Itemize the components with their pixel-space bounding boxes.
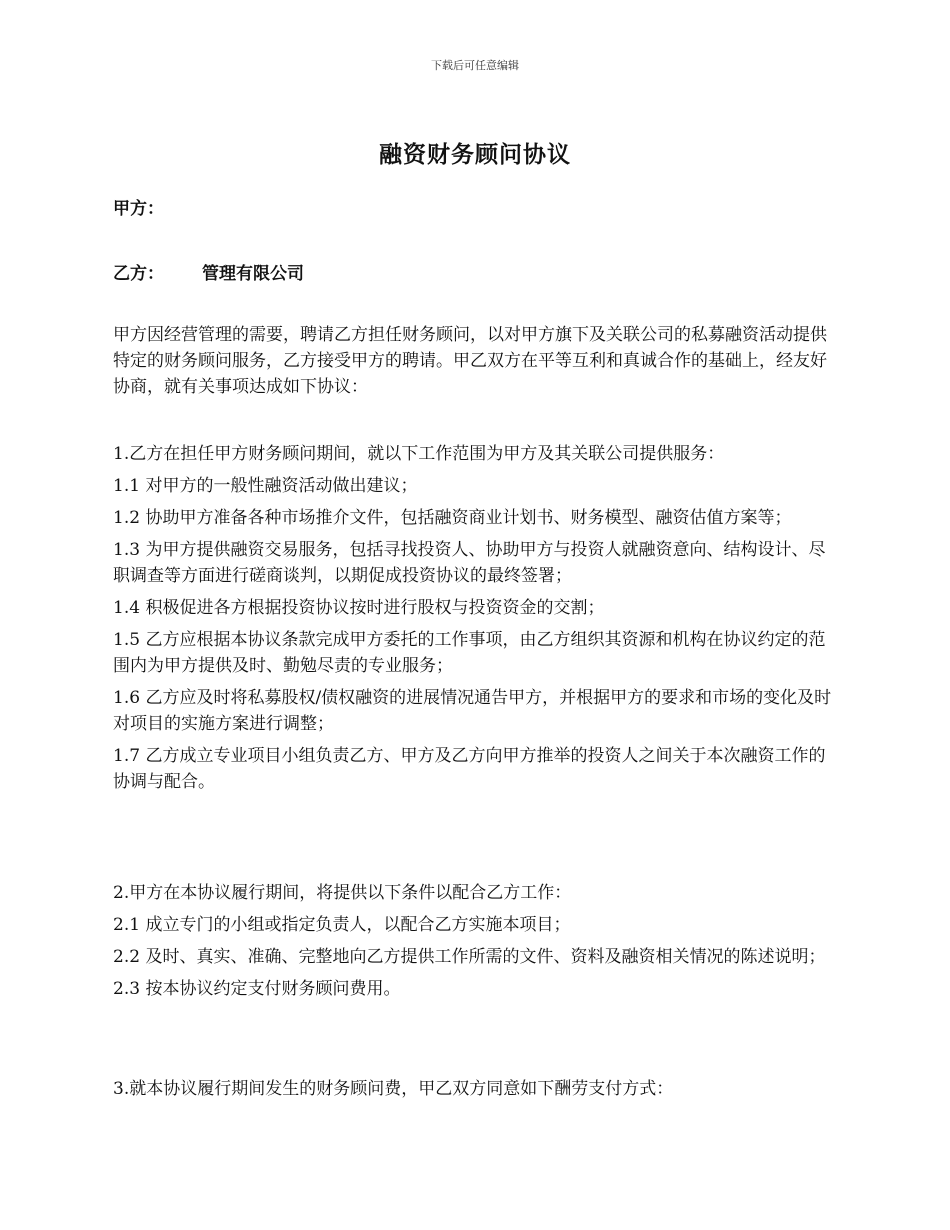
section-1 xyxy=(113,441,839,801)
party-b-name: 管理有限公司 xyxy=(202,264,304,284)
clause-2-2: 2.2 及时、真实、准确、完整地向乙方提供工作所需的文件、资料及融资相关情况的陈述说明； xyxy=(113,947,826,967)
header-note: 下载后可任意编辑 xyxy=(431,59,519,72)
document-title: 融资财务顾问协议 xyxy=(379,141,571,168)
section-2 xyxy=(113,880,839,1008)
clause-1-7: 1.7 乙方成立专业项目小组负责乙方、甲方及乙方向甲方推举的投资人之间关于本次融资工作的协调与配合。 xyxy=(113,746,826,792)
party-a-line xyxy=(113,194,164,219)
clause-1-3: 1.3 为甲方提供融资交易服务，包括寻找投资人、协助甲方与投资人就融资意向、结构设计、尽职调查等方面进行磋商谈判，以期促成投资协议的最终签署； xyxy=(113,540,826,586)
section-3 xyxy=(113,1076,839,1108)
intro-paragraph: 甲方因经营管理的需要，聘请乙方担任财务顾问，以对甲方旗下及关联公司的私募融资活动提供特定的财务顾问服务，乙方接受甲方的聘请。甲乙双方在平等互利和真诚合作的基础上，经友好协商，就有关事项达成如下协议： xyxy=(113,325,827,397)
clause-1-2: 1.2 协助甲方准备各种市场推介文件，包括融资商业计划书、财务模型、融资估值方案等； xyxy=(113,508,792,528)
clause-2-1: 2.1 成立专门的小组或指定负责人，以配合乙方实施本项目； xyxy=(113,915,571,935)
section-1-lead: 1.乙方在担任甲方财务顾问期间，就以下工作范围为甲方及其关联公司提供服务： xyxy=(113,444,725,464)
section-2-lead: 2.甲方在本协议履行期间，将提供以下条件以配合乙方工作： xyxy=(113,883,572,903)
party-a-label: 甲方： xyxy=(113,199,164,219)
clause-2-3: 2.3 按本协议约定支付财务顾问费用。 xyxy=(113,979,401,999)
clause-1-4: 1.4 积极促进各方根据投资协议按时进行股权与投资资金的交割； xyxy=(113,598,605,618)
section-3-lead: 3.就本协议履行期间发生的财务顾问费，甲乙双方同意如下酬劳支付方式： xyxy=(113,1079,674,1099)
party-b-line xyxy=(113,259,304,284)
clause-1-5: 1.5 乙方应根据本协议条款完成甲方委托的工作事项，由乙方组织其资源和机构在协议约定的范围内为甲方提供及时、勤勉尽责的专业服务； xyxy=(113,630,826,676)
clause-1-6: 1.6 乙方应及时将私募股权/债权融资的进展情况通告甲方，并根据甲方的要求和市场的变化及时对项目的实施方案进行调整； xyxy=(113,688,832,734)
party-b-label: 乙方： xyxy=(113,264,164,284)
clause-1-1: 1.1 对甲方的一般性融资活动做出建议； xyxy=(113,476,418,496)
